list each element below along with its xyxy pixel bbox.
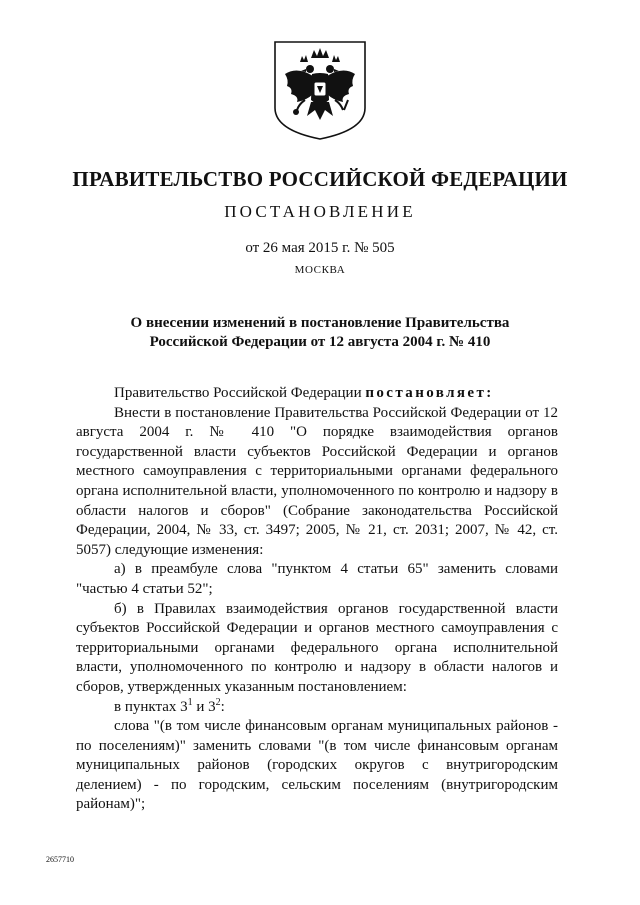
paragraph-words-replace: слова "(в том числе финансовым органам муниципальных районов - по поселениям)" заменить словами "(в том числе финансовым органам муниципальных районов (городских округов с внутригородским делением) - по городским, сельским поселениям (внутригородским районам)"; (76, 718, 558, 813)
points-sup-1: 1 (187, 696, 193, 708)
paragraph-amendment-intro: Внести в постановление Правительства Российской Федерации от 12 августа 2004 г. № 410 "О порядке взаимодействия органов государственной власти субъектов Российской Федерации и органов местного самоуправления с территориальными органами федерального органа исполнительной власти, уполномоченного по контролю и надзору в области налогов и сборов" (Собрание законодательства Российской Федерации, 2004, № 33, ст. 3497; 2005, № 21, ст. 2031; 2007, № 42, ст. 5057) следующие изменения: (76, 404, 558, 558)
points-text-a: в пунктах 3 (114, 698, 188, 715)
document-heading (0, 314, 640, 352)
resolves-word: постановляет: (365, 385, 494, 401)
heading-line-1: О внесении изменений в постановление Правительства (130, 315, 510, 331)
footer-document-code: 2657710 (46, 855, 74, 864)
paragraph-item-a: а) в преамбуле слова "пунктом 4 статьи 65" заменить словами "частью 4 статьи 52"; (76, 561, 558, 597)
coat-of-arms-icon (267, 38, 373, 142)
document-date-number: от 26 мая 2015 г. № 505 (245, 240, 395, 256)
document-place: МОСКВА (294, 264, 346, 276)
paragraph-resolves (76, 384, 558, 404)
document-body (76, 384, 558, 815)
paragraph-points (76, 698, 558, 718)
resolves-lead: Правительство Российской Федерации (114, 385, 366, 401)
points-sup-2: 2 (215, 696, 221, 708)
points-text-c: : (220, 698, 225, 715)
document-type: ПОСТАНОВЛЕНИЕ (224, 202, 416, 221)
heading-line-2: Российской Федерации от 12 августа 2004 г. № 410 (149, 334, 491, 350)
government-title: ПРАВИТЕЛЬСТВО РОССИЙСКОЙ ФЕДЕРАЦИИ (72, 167, 568, 191)
points-text-b: и 3 (192, 698, 216, 715)
paragraph-item-b: б) в Правилах взаимодействия органов государственной власти субъектов Российской Федерации и органов местного самоуправления с территориальными органами федерального органа исполнительной власти, уполномоченного по контролю и надзору в области налогов и сборов, утвержденных указанным постановлением: (76, 600, 558, 695)
